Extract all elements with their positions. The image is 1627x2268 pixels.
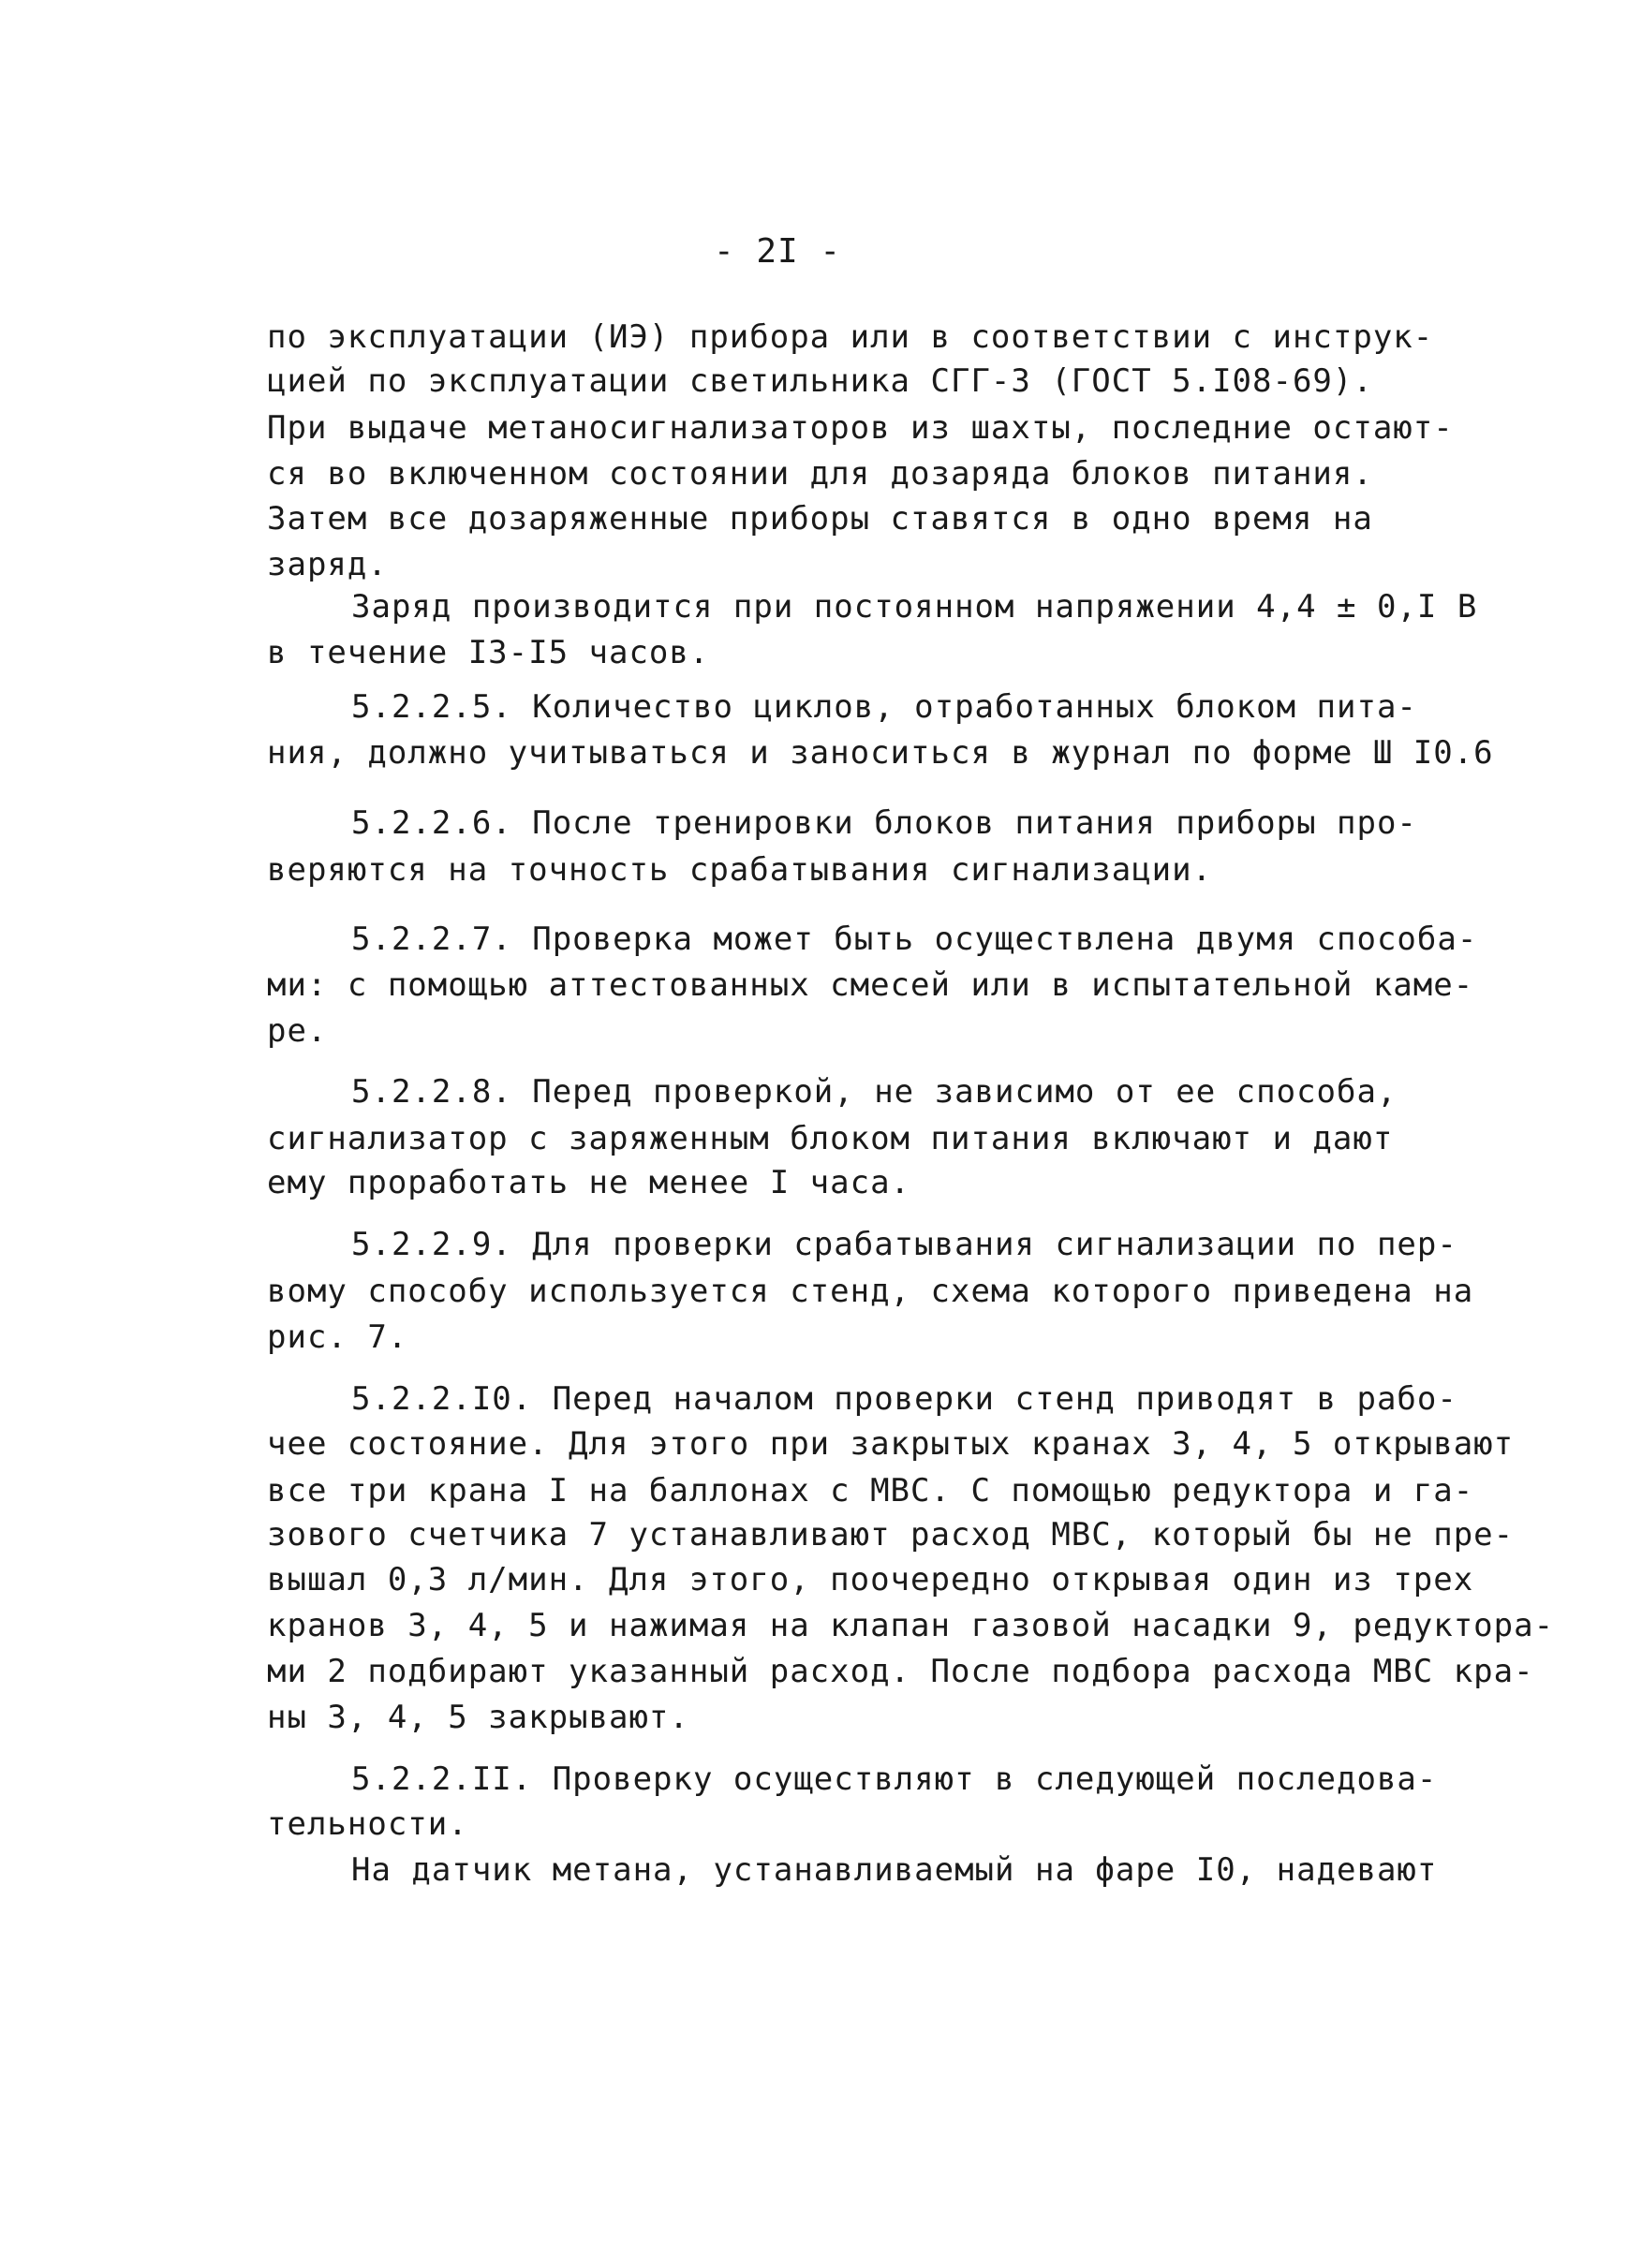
text-line: зового счетчика 7 устанавливают расход МВС, который бы не пре- bbox=[267, 1516, 1515, 1554]
paragraph-5-2-2-11-line: 5.2.2.II. Проверку осуществляют в следующей последова- bbox=[351, 1760, 1438, 1798]
text-line: все три крана I на баллонах с МВС. С помощью редуктора и га- bbox=[267, 1472, 1474, 1510]
paragraph-5-2-2-6-line: 5.2.2.6. После тренировки блоков питания приборы про- bbox=[351, 804, 1417, 842]
text-line: ния, должно учитываться и заноситься в журнал по форме Ш I0.6 bbox=[267, 734, 1494, 772]
text-line: При выдаче метаносигнализаторов из шахты, последние остают- bbox=[267, 409, 1454, 447]
text-line: ре. bbox=[267, 1012, 328, 1050]
text-line: вышал 0,3 л/мин. Для этого, поочередно открывая один из трех bbox=[267, 1561, 1474, 1598]
text-line: тельности. bbox=[267, 1805, 468, 1843]
text-line: кранов 3, 4, 5 и нажимая на клапан газовой насадки 9, редуктора- bbox=[267, 1607, 1555, 1644]
text-line: ми 2 подбирают указанный расход. После подбора расхода МВС кра- bbox=[267, 1653, 1534, 1690]
text-line: чее состояние. Для этого при закрытых кранах 3, 4, 5 открывают bbox=[267, 1425, 1515, 1463]
text-line: рис. 7. bbox=[267, 1318, 408, 1356]
text-line: ему проработать не менее I часа. bbox=[267, 1164, 911, 1201]
text-line: веряются на точность срабатывания сигнализации. bbox=[267, 851, 1213, 889]
text-line: ми: с помощью аттестованных смесей или в испытательной каме- bbox=[267, 966, 1474, 1004]
text-line: по эксплуатации (ИЭ) прибора или в соответствии с инструк- bbox=[267, 318, 1434, 356]
text-line: вому способу используется стенд, схема которого приведена на bbox=[267, 1273, 1474, 1310]
page-number: - 2I - bbox=[713, 232, 842, 271]
text-line: Заряд производится при постоянном напряжении 4,4 ± 0,I В bbox=[351, 588, 1478, 626]
text-line: ны 3, 4, 5 закрывают. bbox=[267, 1699, 689, 1736]
paragraph-5-2-2-10-line: 5.2.2.I0. Перед началом проверки стенд приводят в рабо- bbox=[351, 1380, 1457, 1418]
paragraph-5-2-2-9-line: 5.2.2.9. Для проверки срабатывания сигнализации по пер- bbox=[351, 1226, 1457, 1263]
text-line: Затем все дозаряженные приборы ставятся в одно время на bbox=[267, 500, 1373, 538]
text-line: заряд. bbox=[267, 546, 388, 583]
text-line: цией по эксплуатации светильника СГГ-3 (ГОСТ 5.I08-69). bbox=[267, 362, 1373, 400]
paragraph-5-2-2-7-line: 5.2.2.7. Проверка может быть осуществлена двумя способа- bbox=[351, 920, 1478, 958]
text-line: На датчик метана, устанавливаемый на фаре I0, надевают bbox=[351, 1851, 1438, 1889]
paragraph-5-2-2-5-line: 5.2.2.5. Количество циклов, отработанных блоком пита- bbox=[351, 688, 1417, 726]
text-line: в течение I3-I5 часов. bbox=[267, 634, 710, 671]
text-line: ся во включенном состоянии для дозаряда блоков питания. bbox=[267, 455, 1373, 493]
paragraph-5-2-2-8-line: 5.2.2.8. Перед проверкой, не зависимо от ее способа, bbox=[351, 1073, 1398, 1111]
text-line: сигнализатор с заряженным блоком питания включают и дают bbox=[267, 1120, 1394, 1157]
